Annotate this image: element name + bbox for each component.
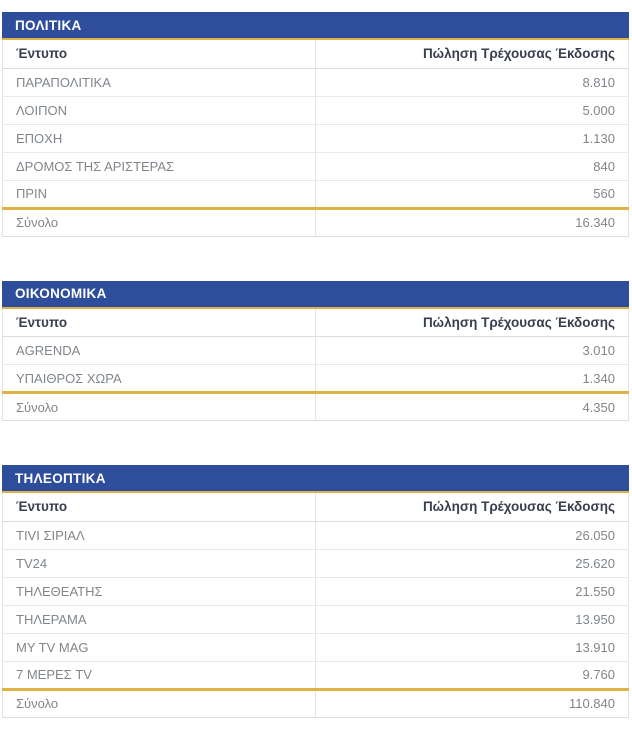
- category-title: ΤΗΛΕΟΠΤΙΚΑ: [15, 470, 106, 486]
- column-header-publication: Έντυπο: [3, 493, 316, 521]
- table-row: [3, 633, 629, 661]
- sales-table: [2, 309, 629, 422]
- category-section: [2, 12, 629, 237]
- sales-value: 9.760: [316, 661, 629, 689]
- sales-value: 25.620: [316, 549, 629, 577]
- category-section: [2, 281, 629, 422]
- sales-value: 560: [316, 180, 629, 208]
- total-row: [3, 689, 629, 717]
- total-value: 4.350: [316, 393, 629, 421]
- sales-value: 8.810: [316, 68, 629, 96]
- sales-table: [2, 493, 629, 718]
- category-header-bar: [2, 465, 629, 493]
- total-label: Σύνολο: [3, 393, 316, 421]
- sales-value: 3.010: [316, 337, 629, 365]
- category-header-bar: [2, 12, 629, 40]
- publication-name: ΠΑΡΑΠΟΛΙΤΙΚΑ: [3, 68, 316, 96]
- total-label: Σύνολο: [3, 689, 316, 717]
- sales-value: 13.910: [316, 633, 629, 661]
- total-value: 110.840: [316, 689, 629, 717]
- publication-name: AGRENDA: [3, 337, 316, 365]
- total-label: Σύνολο: [3, 208, 316, 236]
- table-row: [3, 152, 629, 180]
- publication-name: ΥΠΑΙΘΡΟΣ ΧΩΡΑ: [3, 365, 316, 393]
- sales-value: 840: [316, 152, 629, 180]
- table-row: [3, 661, 629, 689]
- column-header-publication: Έντυπο: [3, 309, 316, 337]
- column-header-current-issue-sales: Πώληση Τρέχουσας Έκδοσης: [316, 493, 629, 521]
- total-value: 16.340: [316, 208, 629, 236]
- column-header-row: [3, 40, 629, 68]
- category-title: ΟΙΚΟΝΟΜΙΚΑ: [15, 286, 107, 301]
- table-row: [3, 96, 629, 124]
- publication-name: ΕΠΟΧΗ: [3, 124, 316, 152]
- publication-name: TV24: [3, 549, 316, 577]
- column-header-current-issue-sales: Πώληση Τρέχουσας Έκδοσης: [316, 40, 629, 68]
- sales-table: [2, 40, 629, 237]
- category-header-bar: [2, 281, 629, 309]
- table-row: [3, 180, 629, 208]
- publication-name: ΛΟΙΠΟΝ: [3, 96, 316, 124]
- column-header-publication: Έντυπο: [3, 40, 316, 68]
- sales-value: 1.130: [316, 124, 629, 152]
- table-row: [3, 365, 629, 393]
- category-section: [2, 465, 629, 718]
- table-body: [3, 521, 629, 689]
- publication-name: ΤΗΛΕΘΕΑΤΗΣ: [3, 577, 316, 605]
- table-row: [3, 337, 629, 365]
- column-header-row: [3, 309, 629, 337]
- sales-value: 13.950: [316, 605, 629, 633]
- table-body: [3, 337, 629, 393]
- total-row: [3, 208, 629, 236]
- category-title: ΠΟΛΙΤΙΚΑ: [15, 17, 82, 33]
- publication-name: MY TV MAG: [3, 633, 316, 661]
- sales-value: 1.340: [316, 365, 629, 393]
- publication-name: TIVI ΣΙΡΙΑΛ: [3, 521, 316, 549]
- table-body: [3, 68, 629, 208]
- publication-name: ΤΗΛΕΡΑΜΑ: [3, 605, 316, 633]
- sales-value: 26.050: [316, 521, 629, 549]
- sales-value: 21.550: [316, 577, 629, 605]
- publication-name: 7 ΜΕΡΕΣ TV: [3, 661, 316, 689]
- table-row: [3, 605, 629, 633]
- table-row: [3, 521, 629, 549]
- column-header-row: [3, 493, 629, 521]
- column-header-current-issue-sales: Πώληση Τρέχουσας Έκδοσης: [316, 309, 629, 337]
- table-row: [3, 577, 629, 605]
- table-row: [3, 549, 629, 577]
- total-row: [3, 393, 629, 421]
- table-row: [3, 124, 629, 152]
- publication-name: ΠΡΙΝ: [3, 180, 316, 208]
- table-row: [3, 68, 629, 96]
- sales-value: 5.000: [316, 96, 629, 124]
- publication-name: ΔΡΟΜΟΣ ΤΗΣ ΑΡΙΣΤΕΡΑΣ: [3, 152, 316, 180]
